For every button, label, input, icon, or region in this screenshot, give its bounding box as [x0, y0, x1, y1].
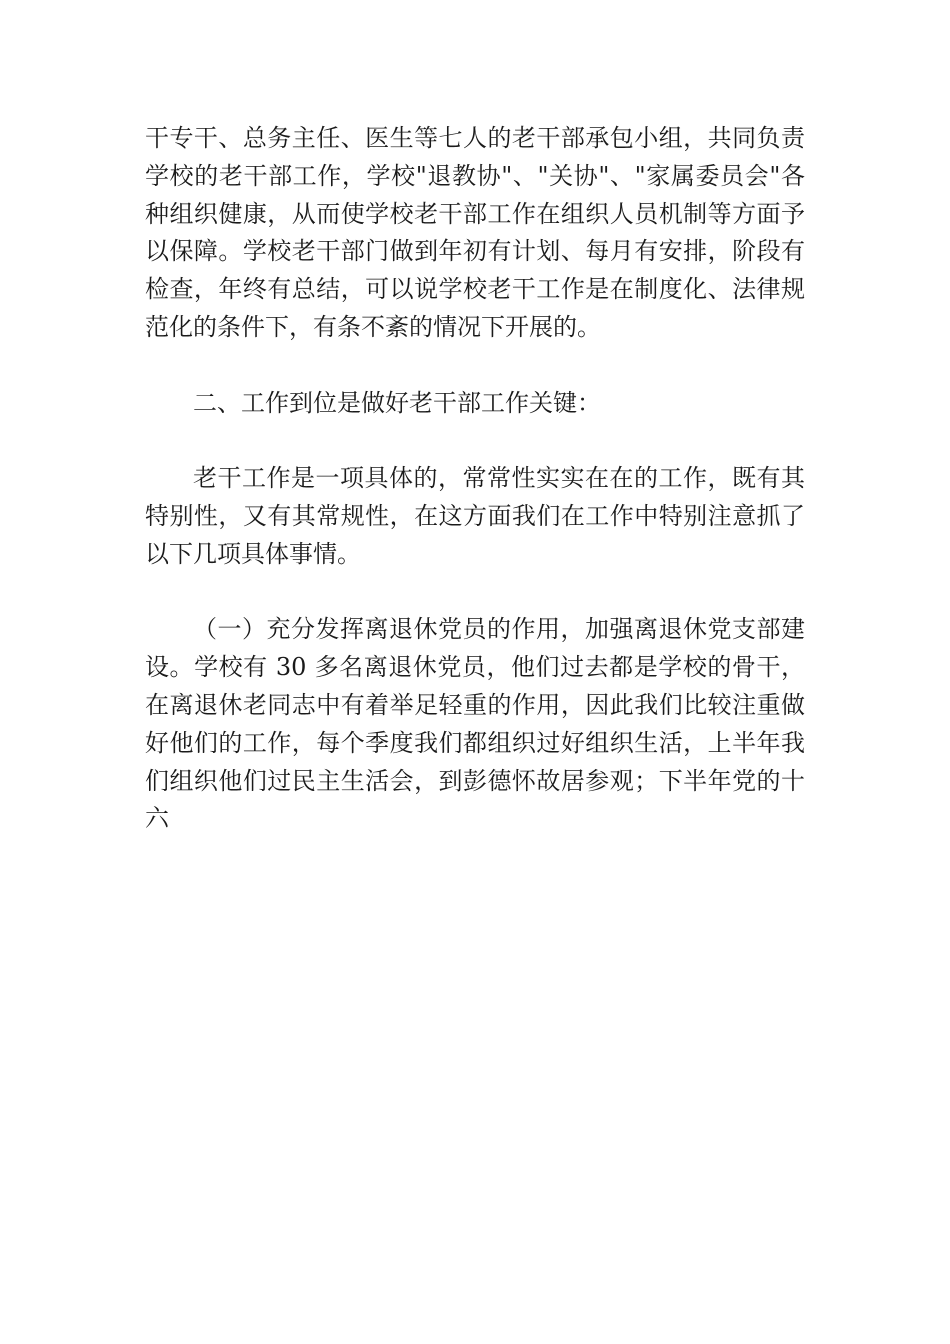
- document-body: [145, 120, 805, 876]
- paragraph-party-members: （一）充分发挥离退休党员的作用，加强离退休党支部建设。学校有 30 多名离退休党员，他们过去都是学校的骨干，在离退休老同志中有着举足轻重的作用，因此我们比较注重做好他们的工作，每个季度我们都组织过好组织生活，上半年我们组织他们过民主生活会，到彭德怀故居参观；下半年党的十六: [145, 615, 805, 833]
- paragraph-org-structure: 干专干、总务主任、医生等七人的老干部承包小组，共同负责学校的老干部工作，学校"退教协"、"关协"、"家属委员会"各种组织健康，从而使学校老干部工作在组织人员机制等方面予以保障。学校老干部门做到年初有计划、每月有安排，阶段有检查，年终有总结，可以说学校老干工作是在制度化、法律规范化的条件下，有条不紊的情况下开展的。: [145, 124, 805, 341]
- section-heading-work-in-place: 二、工作到位是做好老干部工作关键：: [193, 388, 601, 417]
- paragraph-work-nature: 老干工作是一项具体的，常常性实实在在的工作，既有其特别性，又有其常规性，在这方面我们在工作中特别注意抓了以下几项具体事情。: [145, 464, 805, 568]
